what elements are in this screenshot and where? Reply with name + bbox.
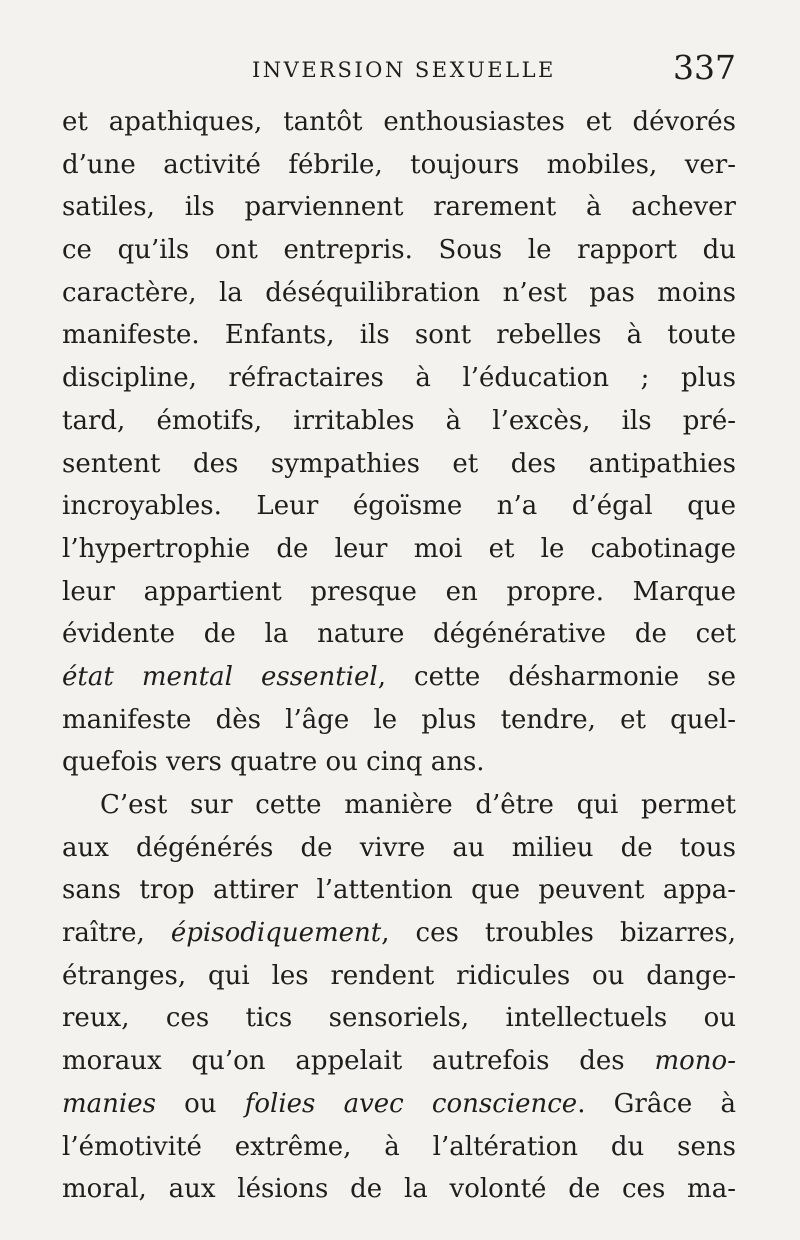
text-line: aux dégénérés de vivre au milieu de tous bbox=[62, 832, 736, 863]
text-line bbox=[62, 912, 736, 955]
text-span: , cette désharmonie se bbox=[377, 661, 736, 692]
italic-word: épisodiquement bbox=[170, 918, 382, 949]
text-line: d’une activité fébrile, toujours mobiles, ver- bbox=[62, 149, 736, 180]
text-line: manifeste. Enfants, ils sont rebelles à toute bbox=[62, 320, 736, 351]
text-line: reux, ces tics sensoriels, intellectuels ou bbox=[62, 1003, 736, 1034]
text-line: ce qu’ils ont entrepris. Sous le rapport du bbox=[62, 235, 736, 266]
text-line bbox=[62, 1040, 736, 1083]
text-line: incroyables. Leur égoïsme n’a d’égal que bbox=[62, 491, 736, 522]
text-line: manifeste dès l’âge le plus tendre, et quel- bbox=[62, 704, 736, 735]
text-line: caractère, la déséquilibration n’est pas moins bbox=[62, 277, 736, 308]
italic-word: mono- bbox=[654, 1046, 736, 1077]
paragraph-first-line: C’est sur cette manière d’être qui permet bbox=[100, 790, 736, 820]
text-line: discipline, réfractaires à l’éducation ; plus bbox=[62, 363, 736, 394]
running-title: INVERSION SEXUELLE bbox=[252, 58, 556, 82]
italic-phrase: état mental essentiel bbox=[62, 661, 378, 692]
text-span: . Grâce à bbox=[577, 1088, 736, 1119]
text-span: , ces troubles bizarres, bbox=[381, 918, 736, 949]
text-line: leur appartient presque en propre. Marque bbox=[62, 576, 736, 607]
text-span: moraux qu’on appelait autrefois des bbox=[62, 1046, 655, 1077]
text-line: l’hypertrophie de leur moi et le cabotinage bbox=[62, 533, 736, 564]
text-line: sentent des sympathies et des antipathies bbox=[62, 448, 736, 479]
text-line: évidente de la nature dégénérative de cet bbox=[62, 619, 736, 650]
text-line: sans trop attirer l’attention que peuvent appa- bbox=[62, 875, 736, 906]
text-line bbox=[62, 656, 736, 699]
page-number: 337 bbox=[673, 48, 736, 87]
text-line: satiles, ils parviennent rarement à achever bbox=[62, 192, 736, 223]
body-text bbox=[62, 101, 736, 1211]
running-head bbox=[60, 48, 736, 88]
text-line: moral, aux lésions de la volonté de ces ma- bbox=[62, 1174, 736, 1205]
text-line: et apathiques, tantôt enthousiastes et dévorés bbox=[62, 107, 736, 137]
text-line: étranges, qui les rendent ridicules ou dange- bbox=[62, 960, 736, 991]
paragraph-last-line: quefois vers quatre ou cinq ans. bbox=[62, 747, 485, 778]
text-span: raître, bbox=[62, 918, 171, 949]
italic-word: manies bbox=[62, 1088, 156, 1119]
text-span: ou bbox=[155, 1088, 245, 1119]
text-line bbox=[62, 1083, 736, 1126]
text-line: l’émotivité extrême, à l’altération du sens bbox=[62, 1131, 736, 1162]
text-line: tard, émotifs, irritables à l’excès, ils pré- bbox=[62, 405, 736, 436]
italic-phrase: folies avec conscience bbox=[244, 1088, 578, 1119]
